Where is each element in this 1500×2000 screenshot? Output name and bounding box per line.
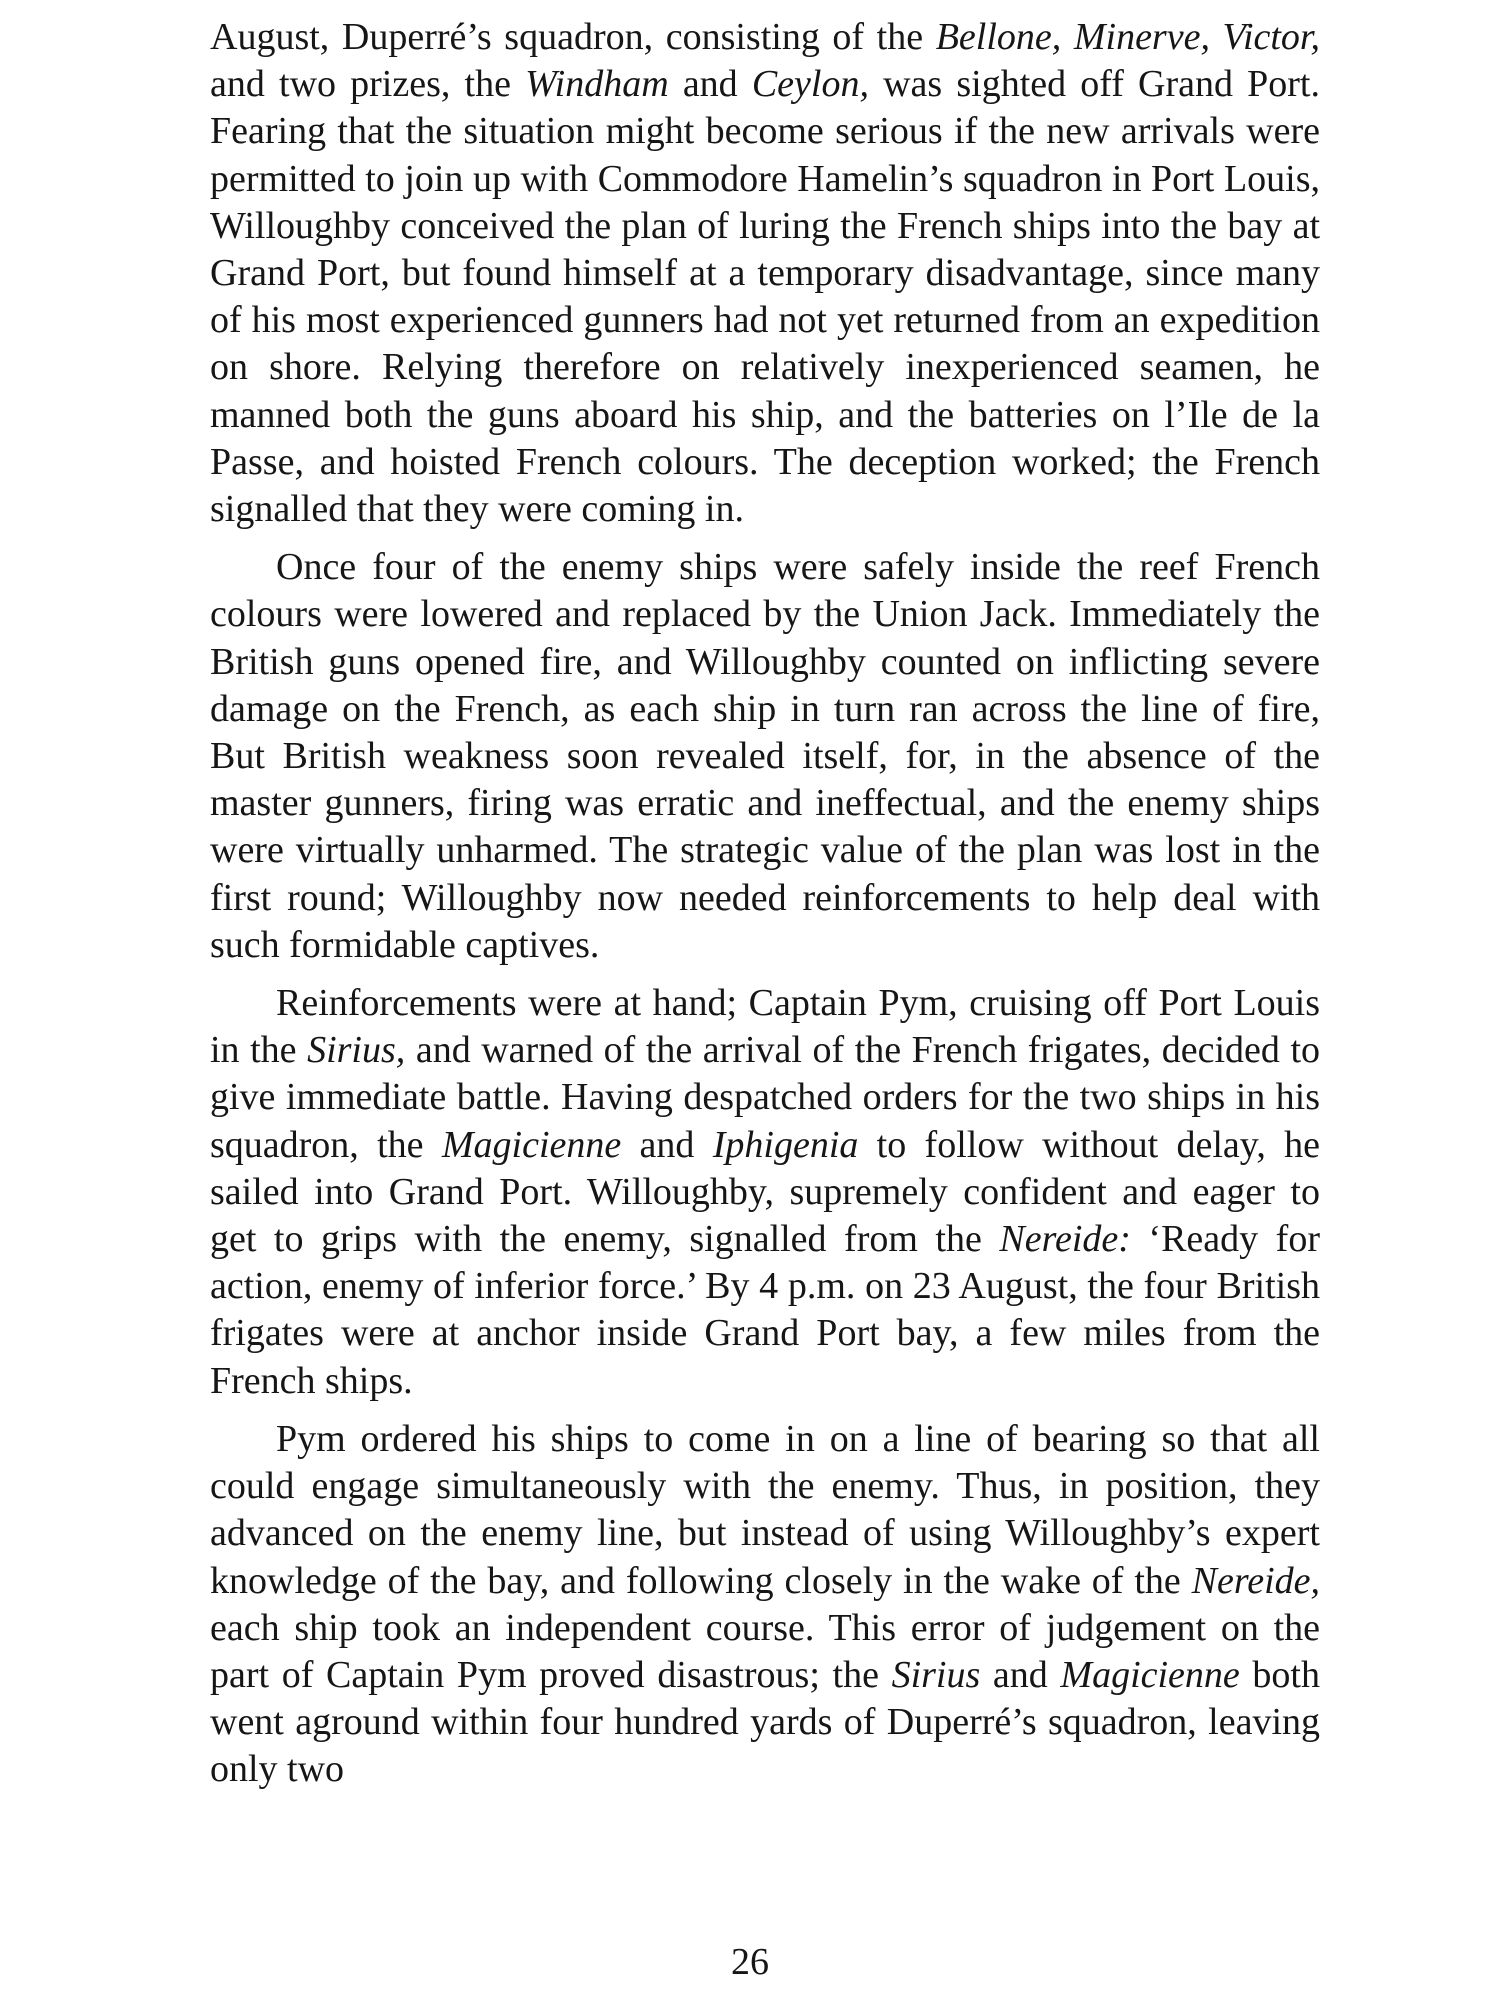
italic-ship-name: Sirius,: [307, 1029, 406, 1072]
paragraph-text-run: Once four of the enemy ships were safely inside the reef French colours were lowered and replaced by the Union Jack. Immediately the British guns opened fire, and Willoughby counted on inflicting severe damage on the French, as each ship in turn ran across the line of fire, But British weakness soon revealed itself, for, in the absence of the master gunners, firing was erratic and ineffectual, and the enemy ships were virtually unharmed. The strategic value of the plan was lost in the first round; Willoughby now needed reinforcements to help deal with such formidable captives.: [210, 546, 1320, 966]
italic-ship-name: Iphigenia: [712, 1123, 859, 1166]
italic-ship-name: Windham: [525, 63, 669, 106]
italic-ship-name: Nereide,: [1191, 1559, 1320, 1602]
paragraph-text-run: and: [980, 1653, 1061, 1696]
italic-ship-name: Magicienne: [441, 1123, 622, 1166]
paragraph-text-run: August, Duperré’s squadron, consisting of the: [210, 16, 936, 58]
paragraph-text-run: Pym ordered his ships to come in on a line of bearing so that all could engage simultaneously with the enemy. Thus, in position, they advanced on the enemy line, but instead of using Willoughby’s expert knowledge of the bay, and following closely in the wake of the: [210, 1417, 1320, 1602]
italic-ship-name: Magicienne: [1060, 1653, 1240, 1696]
paragraph-text-run: to follow without delay, he sailed into Grand Port. Willoughby, supremely confident and eager to get to grips with the enemy, signalled from the: [210, 1123, 1321, 1261]
paragraph-4: [210, 1416, 1320, 1794]
book-page-body: [210, 14, 1320, 1805]
paragraph-text-run: and two prizes, the: [210, 63, 526, 106]
paragraph-text-run: and warned of the arrival of the French frigates, decided to give immediate battle. Having despatched orders for the two ships in his squadron, the: [210, 1029, 1320, 1166]
paragraph-text-run: Reinforcements were at hand; Captain Pym, cruising off Port Louis in the: [210, 982, 1320, 1072]
italic-ship-name: Ceylon,: [751, 63, 869, 106]
paragraph-text-run: each ship took an independent course. This error of judgement on the part of Captain Pym proved disastrous; the: [210, 1606, 1320, 1696]
paragraph-text-run: and: [668, 63, 752, 106]
paragraph-text-run: and: [621, 1123, 713, 1166]
italic-ship-name: Nereide:: [999, 1218, 1131, 1261]
italic-ship-name: Sirius: [891, 1653, 981, 1696]
paragraph-3: [210, 980, 1320, 1405]
paragraph-2: [210, 544, 1320, 969]
paragraph-text-run: ‘Ready for action, enemy of inferior force.’ By 4 p.m. on 23 August, the four British frigates were at anchor inside Grand Port bay, a few miles from the French ships.: [210, 1218, 1320, 1402]
page-number: 26: [731, 1941, 769, 1983]
paragraph-text-run: was sighted off Grand Port. Fearing that the situation might become serious if the new arrivals were permitted to join up with Commodore Hamelin’s squadron in Port Louis, Willoughby conceived the plan of luring the French ships into the bay at Grand Port, but found himself at a temporary disadvantage, since many of his most experienced gunners had not yet returned from an expedition on shore. Relying therefore on relatively inexperienced seamen, he manned both the guns aboard his ship, and the batteries on l’Ile de la Passe, and hoisted French colours. The deception worked; the French signalled that they were coming in.: [210, 63, 1320, 531]
paragraph-text-run: both went aground within four hundred yards of Duperré’s squadron, leaving only two: [210, 1653, 1320, 1791]
paragraph-1: [210, 14, 1320, 533]
italic-ship-name: Bellone, Minerve, Victor,: [935, 16, 1321, 58]
